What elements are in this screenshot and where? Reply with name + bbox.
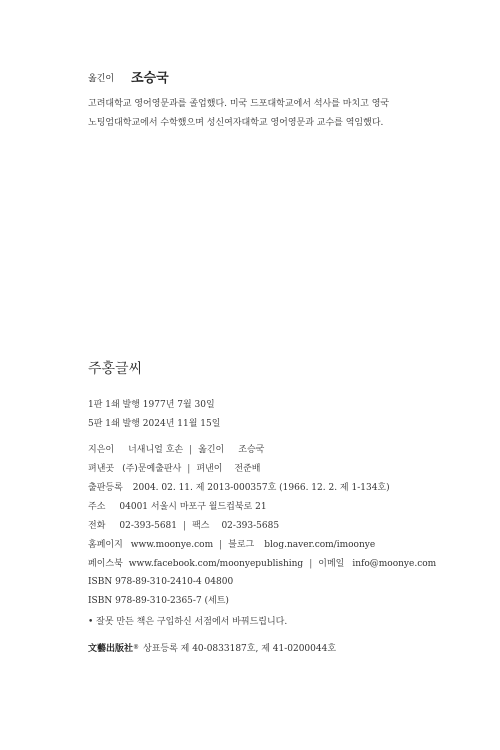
homepage-label: 홈페이지 — [88, 540, 123, 550]
registration-label: 출판등록 — [88, 483, 123, 493]
address-value: 04001 서울시 마포구 월드컵북로 21 — [119, 502, 267, 512]
credits-registration-row — [88, 480, 390, 493]
credits-social-row: 페이스북 www.facebook.com/moonyepublishing | 이메일 info@moonye.com — [88, 556, 436, 569]
registered-mark: ® — [133, 644, 140, 651]
credits-author-row: 지은이 너새니얼 호손 | 옮긴이 조승국 — [88, 442, 264, 455]
blog-label: 블로그 — [228, 540, 255, 550]
author-label: 지은이 — [88, 445, 115, 455]
publisher-value: 전준배 — [234, 464, 261, 474]
phone-label: 전화 — [88, 521, 106, 531]
credit-translator-value: 조승국 — [238, 445, 265, 455]
email-link[interactable]: info@moonye.com — [352, 559, 437, 569]
email-label: 이메일 — [318, 559, 345, 569]
credits-publisher-row: 펴낸곳 (주)문예출판사 | 펴낸이 전준배 — [88, 461, 261, 474]
address-label: 주소 — [88, 502, 106, 512]
registration-value: 2004. 02. 11. 제 2013-000357호 (1966. 12. 2. 제 1-134호) — [132, 483, 390, 493]
credits-web-row: 홈페이지 www.moonye.com | 블로그 blog.naver.com/imoonye — [88, 537, 375, 550]
facebook-link[interactable]: www.facebook.com/moonyepublishing — [128, 559, 304, 569]
translator-label: 옮긴이 — [88, 74, 115, 84]
translator-name: 조승국 — [131, 71, 169, 86]
homepage-link[interactable]: www.moonye.com — [130, 540, 214, 550]
publisher-co-value: (주)문예출판사 — [122, 464, 182, 474]
translator-bio-line-1: 고려대학교 영어영문과를 졸업했다. 미국 드포대학교에서 석사를 마치고 영국 — [88, 99, 390, 109]
book-title: 주홍글씨 — [88, 361, 143, 377]
fax-value: 02-393-5685 — [221, 521, 280, 531]
trademark-text: 상표등록 제 40-0833187호, 제 41-0200044호 — [143, 644, 337, 654]
replacement-notice: • 잘못 만든 책은 구입하신 서점에서 바꿔드립니다. — [88, 617, 288, 627]
credits-address-row — [88, 499, 267, 512]
author-value: 너새니얼 호손 — [128, 445, 184, 455]
edition-line-1: 1판 1쇄 발행 1977년 7월 30일 — [88, 400, 215, 410]
credit-translator-label: 옮긴이 — [198, 445, 225, 455]
isbn-line-2: ISBN 978-89-310-2365-7 (세트) — [88, 596, 229, 606]
trademark-row — [88, 641, 336, 654]
translator-bio-line-2: 노팅엄대학교에서 수학했으며 성신여자대학교 영어영문과 교수를 역임했다. — [88, 118, 384, 128]
phone-value: 02-393-5681 — [119, 521, 178, 531]
publisher-label: 펴낸이 — [196, 464, 223, 474]
blog-link[interactable]: blog.naver.com/imoonye — [264, 540, 376, 550]
facebook-label: 페이스북 — [88, 559, 123, 569]
publisher-logo: 文藝出版社 — [88, 644, 134, 654]
isbn-line-1: ISBN 978-89-310-2410-4 04800 — [88, 577, 234, 587]
edition-line-2: 5판 1쇄 발행 2024년 11월 15일 — [88, 419, 221, 429]
publisher-co-label: 펴낸곳 — [88, 464, 115, 474]
fax-label: 팩스 — [192, 521, 210, 531]
credits-phone-row: 전화 02-393-5681 | 팩스 02-393-5685 — [88, 518, 279, 531]
